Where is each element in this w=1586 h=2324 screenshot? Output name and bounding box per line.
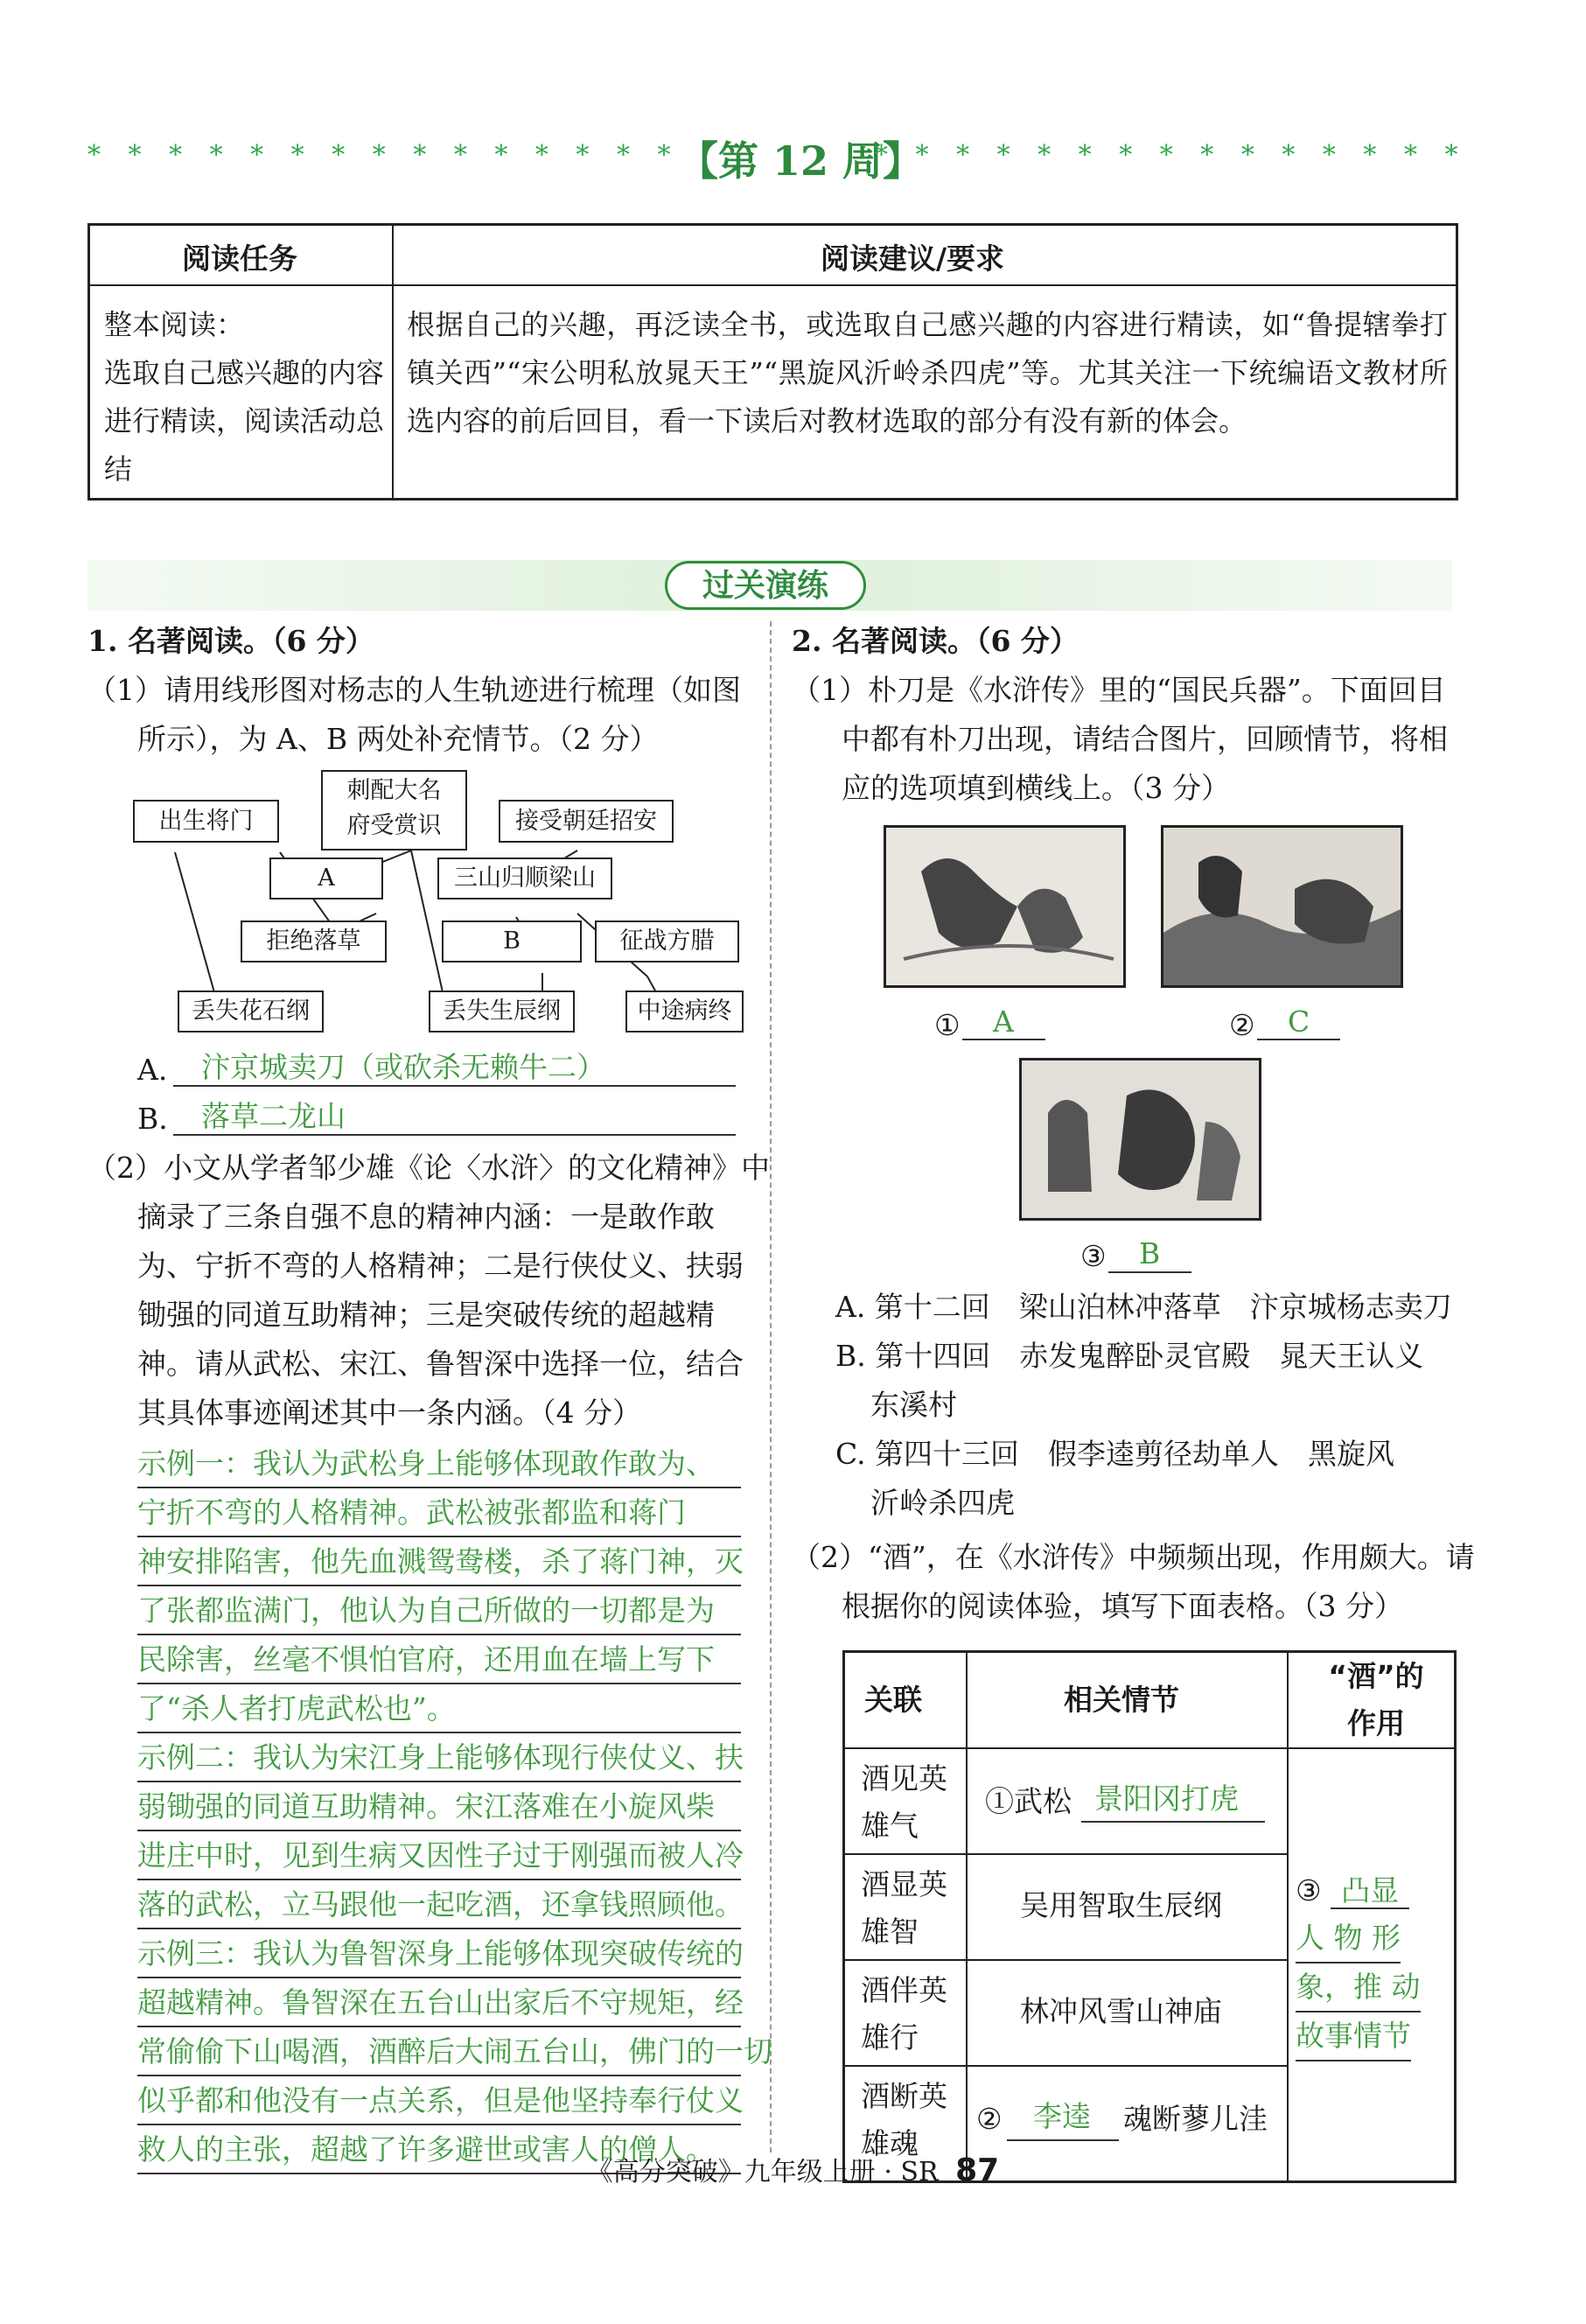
week-title: 【第 12 周】	[678, 137, 924, 185]
option-c-line2: 沂岭杀四虎	[870, 1486, 1015, 1520]
reading-plan-table	[87, 223, 1458, 500]
q1-sub1-line1: （1）请用线形图对杨志的人生轨迹进行梳理（如图	[87, 673, 741, 707]
q1-sub2-line6: 其具体事迹阐述其中一条内涵。（4 分）	[137, 1396, 641, 1430]
row2-relation-line1: 酒显英	[861, 1867, 947, 1901]
answer-line: 示例一：我认为武松身上能够体现敢作敢为、	[137, 1439, 741, 1488]
row3-relation-line1: 酒伴英	[861, 1973, 947, 2007]
table-divider	[845, 1853, 1287, 1855]
table-divider	[1287, 1747, 1454, 1749]
pic3-number: ③	[1080, 1239, 1107, 1273]
stars-left-decoration: * * * * * * * * * * * * * * *	[87, 140, 681, 171]
page-footer	[0, 2150, 1586, 2188]
row3-relation-line2: 雄行	[861, 2020, 919, 2054]
row1-plot-prefix: ①武松	[985, 1784, 1072, 1818]
answer-line: 神安排陷害，他先血溅鸳鸯楼，杀了蒋门神，灭	[137, 1537, 741, 1586]
illustration-1-drawing	[886, 828, 1126, 988]
answer-line: 民除害，丝毫不惧怕官府，还用血在墙上写下	[137, 1635, 741, 1684]
node-exile-daming-line1: 刺配大名	[346, 777, 442, 804]
effect-line1-row	[1296, 1867, 1453, 1914]
row4-plot-suffix: 魂断蓼儿洼	[1123, 2102, 1268, 2136]
pic2-number: ②	[1229, 1008, 1255, 1042]
table-divider	[90, 284, 1456, 286]
node-b-blank: B	[442, 920, 582, 962]
table-divider	[966, 1653, 968, 2180]
section-title: 过关演练	[665, 561, 866, 610]
answer-line: 了“杀人者打虎武松也”。	[137, 1684, 741, 1733]
q2-sub1-line2: 中都有朴刀出现，请结合图片，回顾情节，将相	[842, 722, 1448, 756]
q2-sub1-line1: （1）朴刀是《水浒传》里的“国民兵器”。下面回目	[792, 673, 1446, 707]
illustration-3-image	[1019, 1058, 1261, 1221]
effect-cell	[1296, 1867, 1453, 2062]
table-divider	[845, 2065, 1287, 2067]
header-effect-line2: 作用	[1347, 1706, 1405, 1740]
option-b-line1: B. 第十四回 赤发鬼醉卧灵官殿 晁天王认义	[835, 1339, 1424, 1373]
wine-role-table	[842, 1650, 1457, 2183]
q2-sub2-line1: （2）“酒”，在《水浒传》中频频出现，作用颇大。请	[792, 1540, 1475, 1574]
q2-sub2-line2: 根据你的阅读体验，填写下面表格。（3 分）	[842, 1589, 1403, 1623]
col-header-requirement: 阅读建议/要求	[821, 242, 1005, 276]
q1-sub2-line1: （2）小文从学者邹少雄《论〈水浒〉的文化精神》中	[87, 1151, 770, 1185]
effect-line3: 象，推 动	[1296, 1964, 1421, 2012]
row4-relation-line2: 雄魂	[861, 2126, 919, 2160]
effect-number: ③	[1296, 1873, 1322, 1908]
row1-relation-line1: 酒见英	[861, 1761, 947, 1796]
row1-relation	[861, 1755, 947, 1850]
answer-line: 了张都监满门，他认为自己所做的一切都是为	[137, 1586, 741, 1635]
pic1-number: ①	[934, 1008, 961, 1042]
option-a: A. 第十二回 梁山泊林冲落草 汴京城杨志卖刀	[835, 1290, 1452, 1324]
node-refuse-bandit: 拒绝落草	[241, 920, 387, 962]
answer-line: 进庄中时，见到生病又因性子过于刚强而被人冷	[137, 1831, 741, 1880]
q1-title: 1. 名著阅读。（6 分）	[87, 624, 374, 658]
pic2-answer: C	[1288, 1004, 1310, 1039]
row1-relation-line2: 雄气	[861, 1809, 919, 1843]
row2-relation	[861, 1861, 947, 1956]
option-c-line1: C. 第四十三回 假李逵剪径劫单人 黑旋风	[835, 1437, 1395, 1471]
node-join-liangshan: 三山归顺梁山	[437, 858, 612, 900]
answer-line: 落的武松，立马跟他一起吃酒，还拿钱照顾他。	[137, 1880, 741, 1929]
q1-sub2-line2: 摘录了三条自强不息的精神内涵：一是敢作敢	[137, 1200, 715, 1234]
illustration-3-drawing	[1022, 1060, 1261, 1221]
node-fight-fangla: 征战方腊	[595, 920, 739, 962]
table-divider	[1287, 1653, 1289, 2180]
table-divider	[845, 1959, 1287, 1961]
answer-line: 示例三：我认为鲁智深身上能够体现突破传统的	[137, 1929, 741, 1978]
row2-relation-line2: 雄智	[861, 1914, 919, 1949]
answer-line: 超越精神。鲁智深在五台山出家后不守规矩，经	[137, 1978, 741, 2027]
node-amnesty: 接受朝廷招安	[499, 800, 674, 843]
header-effect-line1: “酒”的	[1328, 1659, 1424, 1693]
page-number: 87	[955, 2152, 1000, 2188]
table-divider	[845, 1747, 1287, 1749]
illustration-2-drawing	[1163, 828, 1403, 988]
illustration-1-image	[884, 825, 1126, 988]
node-die-midway: 中途病终	[625, 990, 744, 1032]
requirement-cell: 根据自己的兴趣，再泛读全书，或选取自己感兴趣的内容进行精读，如“鲁提辖拳打镇关西”“宋公明私放晁天王”“黑旋风沂岭杀四虎”等。尤其关注一下统编语文教材所选内容的前后回目，看一下读后对教材选取的部分有没有新的体会。	[407, 308, 1448, 438]
task-line1: 整本阅读：	[104, 308, 245, 341]
effect-line2: 人 物 形	[1296, 1914, 1401, 1964]
row2-plot: 吴用智取生辰纲	[1020, 1888, 1222, 1922]
col-header-task: 阅读任务	[182, 242, 297, 276]
answer-line: 宁折不弯的人格精神。武松被张都监和蒋门	[137, 1488, 741, 1537]
effect-line1: 凸显	[1331, 1873, 1409, 1909]
header-relation: 关联	[864, 1683, 922, 1717]
node-birth: 出生将门	[133, 800, 279, 843]
node-lose-huashi: 丢失花石纲	[178, 990, 324, 1032]
row3-plot: 林冲风雪山神庙	[1020, 1994, 1222, 2028]
header-effect	[1302, 1653, 1450, 1747]
answer-a-text: 汴京城卖刀（或砍杀无赖牛二）	[201, 1050, 605, 1084]
q1-sub1-line2: 所示），为 A、B 两处补充情节。（2 分）	[137, 722, 659, 756]
effect-line4: 故事情节	[1296, 2012, 1411, 2062]
q1-sub2-line3: 为、宁折不弯的人格精神；二是行侠仗义、扶弱	[137, 1249, 744, 1283]
node-lose-shengchen: 丢失生辰纲	[429, 990, 575, 1032]
answer-line: 弱锄强的同道互助精神。宋江落难在小旋风柴	[137, 1782, 741, 1831]
answer-b-label: B.	[137, 1102, 168, 1136]
row4-plot-answer: 李逵	[1033, 2099, 1091, 2133]
answer-line: 常偷偷下山喝酒，酒醉后大闹五台山，佛门的一切	[137, 2027, 741, 2076]
task-line2: 选取自己感兴趣的内容进行精读，阅读活动总结	[104, 356, 385, 486]
row1-plot-answer: 景阳冈打虎	[1094, 1782, 1239, 1816]
stars-right-decoration: * * * * * * * * * * * * * * *	[875, 140, 1468, 171]
answer-line: 似乎都和他没有一点关系，但是他坚持奉行仗义	[137, 2076, 741, 2125]
answer-line: 救人的主张，超越了许多避世或害人的僧人。	[137, 2125, 741, 2174]
header-plot: 相关情节	[1064, 1683, 1179, 1717]
q1-sub2-line4: 锄强的同道互助精神；三是突破传统的超越精	[137, 1298, 715, 1332]
node-exile-daming-line2: 府受赏识	[346, 812, 442, 839]
row4-relation-line1: 酒断英	[861, 2079, 947, 2113]
q2-title: 2. 名著阅读。（6 分）	[792, 624, 1079, 658]
option-b-line2: 东溪村	[870, 1388, 957, 1422]
answer-line: 示例二：我认为宋江身上能够体现行侠仗义、扶	[137, 1733, 741, 1782]
row3-relation	[861, 1967, 947, 2062]
task-cell	[104, 301, 384, 494]
q2-sub1-line3: 应的选项填到横线上。（3 分）	[842, 771, 1230, 805]
node-a-blank: A	[269, 858, 383, 900]
illustration-2-image	[1161, 825, 1403, 988]
row4-plot-prefix: ②	[976, 2102, 1003, 2136]
node-exile-daming	[321, 770, 467, 850]
answer-b-text: 落草二龙山	[201, 1099, 346, 1133]
pic3-answer: B	[1139, 1236, 1161, 1270]
answer-a-label: A.	[137, 1053, 168, 1087]
footer-book-title: 《高分突破》九年级上册 · SR	[586, 2157, 939, 2188]
pic1-answer: A	[993, 1004, 1014, 1039]
table-divider	[392, 226, 394, 498]
column-divider	[770, 621, 772, 2152]
q1-sub2-line5: 神。请从武松、宋江、鲁智深中选择一位，结合	[137, 1347, 744, 1381]
q1-sub2-answer	[137, 1439, 772, 2174]
